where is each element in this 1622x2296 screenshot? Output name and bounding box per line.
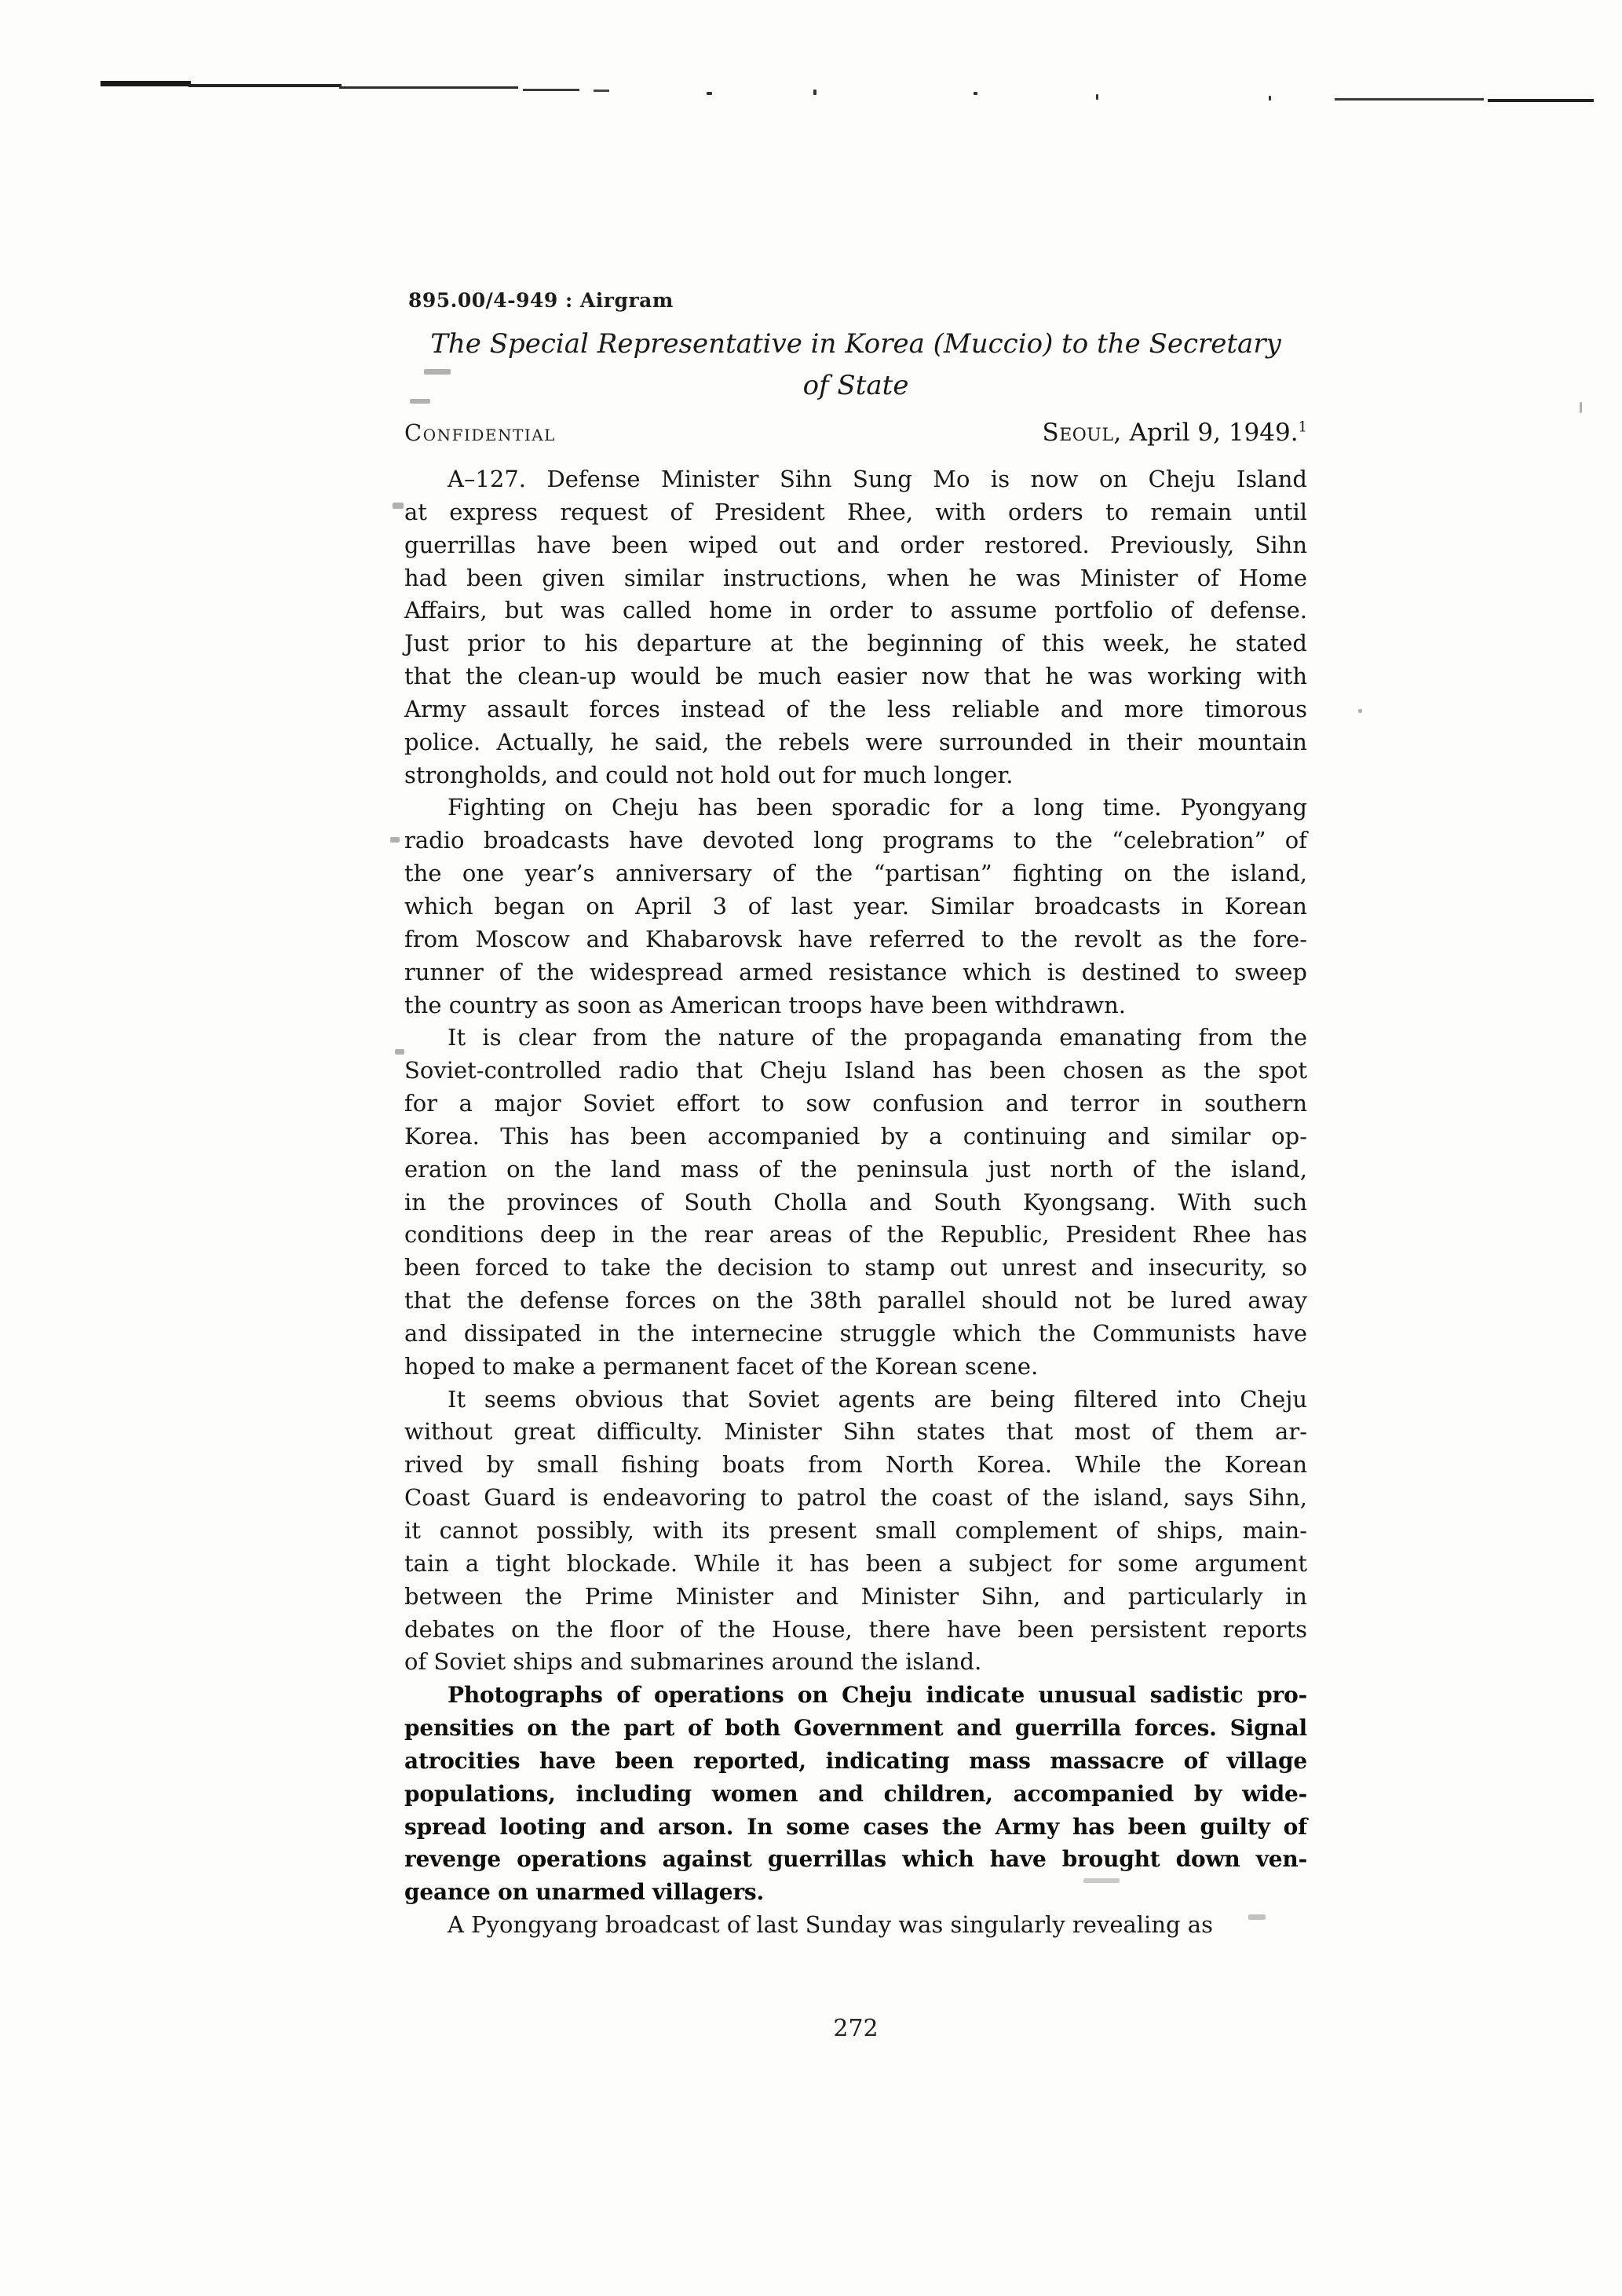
text-line: the country as soon as American troops have been withdrawn. — [404, 991, 1127, 1018]
classification-label: Confidential — [404, 419, 556, 446]
text-line: It seems obvious that Soviet agents are being filtered into Cheju — [448, 1385, 1307, 1413]
text-line: at express request of President Rhee, with orders to remain until — [404, 498, 1307, 525]
text-line: atrocities have been reported, indicating mass massacre of village — [404, 1747, 1307, 1774]
text-line: Fighting on Cheju has been sporadic for a long time. Pyongyang — [448, 794, 1307, 821]
text-line: between the Prime Minister and Minister Sihn, and particularly in — [404, 1582, 1307, 1610]
text-line: eration on the land mass of the peninsula just north of the island, — [404, 1155, 1307, 1183]
text-line: for a major Soviet effort to sow confusion and terror in southern — [404, 1090, 1307, 1117]
text-line: conditions deep in the rear areas of the Republic, President Rhee has — [404, 1221, 1307, 1249]
text-line: pensities on the part of both Government and guerrilla forces. Signal — [404, 1715, 1307, 1742]
text-line: tain a tight blockade. While it has been a subject for some argument — [404, 1549, 1307, 1577]
text-line: the one year’s anniversary of the “partisan” fighting on the island, — [404, 860, 1307, 887]
scan-artifact-line — [339, 86, 518, 89]
text-line: Affairs, but was called home in order to assume portfolio of defense. — [404, 597, 1307, 624]
scan-smudge — [390, 837, 400, 843]
scan-smudge — [393, 503, 404, 509]
scan-artifact-line — [100, 81, 191, 86]
text-line: It is clear from the nature of the propaganda emanating from the — [448, 1024, 1307, 1051]
text-line: had been given similar instructions, when he was Minister of Home — [404, 564, 1307, 591]
page-number: 272 — [833, 2015, 879, 2042]
dateline-place: Seoul, — [1042, 419, 1122, 447]
document-title-line2: of State — [802, 370, 909, 401]
scan-smudge — [395, 1049, 404, 1055]
scan-speck — [1269, 96, 1271, 101]
document-body — [404, 463, 1307, 1942]
scan-speck — [974, 92, 977, 95]
text-line: Soviet-controlled radio that Cheju Island has been chosen as the spot — [404, 1057, 1307, 1084]
text-line: strongholds, and could not hold out for much longer. — [404, 761, 1014, 788]
text-line: that the defense forces on the 38th parallel should not be lured away — [404, 1287, 1307, 1314]
text-line: guerrillas have been wiped out and order restored. Previously, Sihn — [404, 531, 1307, 558]
text-line: Coast Guard is endeavoring to patrol the coast of the island, says Sihn, — [404, 1484, 1307, 1512]
text-line: that the clean-up would be much easier now that he was working with — [404, 663, 1307, 690]
classification-dateline-row — [404, 419, 1307, 447]
scan-speck — [813, 90, 816, 95]
text-line: Army assault forces instead of the less reliable and more timorous — [404, 695, 1307, 722]
file-reference: 895.00/4-949 : Airgram — [408, 289, 674, 312]
text-line: debates on the floor of the House, there have been persistent reports — [404, 1615, 1307, 1643]
text-line: revenge operations against guerrillas which have brought down ven- — [404, 1846, 1307, 1873]
scan-speck — [707, 92, 712, 95]
scan-artifact-line — [1488, 99, 1594, 102]
document-title-line1: The Special Representative in Korea (Muccio) to the Secretary — [430, 328, 1281, 360]
scan-artifact-line — [523, 89, 579, 91]
text-line: which began on April 3 of last year. Similar broadcasts in Korean — [404, 892, 1307, 919]
text-line: Korea. This has been accompanied by a continuing and similar op- — [404, 1122, 1307, 1150]
document-title — [404, 324, 1307, 407]
text-line: populations, including women and children, accompanied by wide- — [404, 1780, 1307, 1807]
text-line: of Soviet ships and submarines around the island. — [404, 1648, 982, 1676]
text-line: radio broadcasts have devoted long programs to the “celebration” of — [404, 827, 1307, 854]
scan-artifact-line — [1335, 98, 1484, 101]
text-line: A Pyongyang broadcast of last Sunday was singularly revealing as — [448, 1911, 1213, 1939]
scan-speck — [1096, 94, 1098, 100]
scan-smudge — [1358, 709, 1362, 713]
text-line: Photographs of operations on Cheju indicate unusual sadistic pro- — [448, 1682, 1307, 1709]
text-line: hoped to make a permanent facet of the Korean scene. — [404, 1352, 1039, 1380]
text-line: been forced to take the decision to stamp out unrest and insecurity, so — [404, 1254, 1307, 1281]
text-line: runner of the widespread armed resistance which is destined to sweep — [404, 958, 1307, 985]
text-line: Just prior to his departure at the beginning of this week, he stated — [404, 630, 1307, 657]
scan-artifact-line — [594, 90, 609, 92]
text-line: spread looting and arson. In some cases the Army has been guilty of — [404, 1813, 1307, 1840]
text-line: police. Actually, he said, the rebels were surrounded in their mountain — [404, 728, 1307, 755]
scan-artifact-line — [188, 84, 342, 87]
scan-smudge — [1580, 402, 1582, 413]
text-line: A–127. Defense Minister Sihn Sung Mo is now on Cheju Island — [448, 466, 1307, 492]
text-line: it cannot possibly, with its present small complement of ships, main- — [404, 1517, 1307, 1544]
text-line: in the provinces of South Cholla and South Kyongsang. With such — [404, 1188, 1307, 1216]
text-line: rived by small fishing boats from North Korea. While the Korean — [404, 1451, 1307, 1479]
text-line: and dissipated in the internecine struggle which the Communists have — [404, 1319, 1307, 1347]
text-line: from Moscow and Khabarovsk have referred to the revolt as the fore- — [404, 925, 1307, 952]
dateline — [1042, 419, 1307, 447]
footnote-marker: 1 — [1298, 419, 1307, 436]
text-line: geance on unarmed villagers. — [404, 1879, 765, 1906]
dateline-date: April 9, 1949. — [1121, 419, 1299, 447]
text-line: without great difficulty. Minister Sihn states that most of them ar- — [404, 1418, 1307, 1446]
